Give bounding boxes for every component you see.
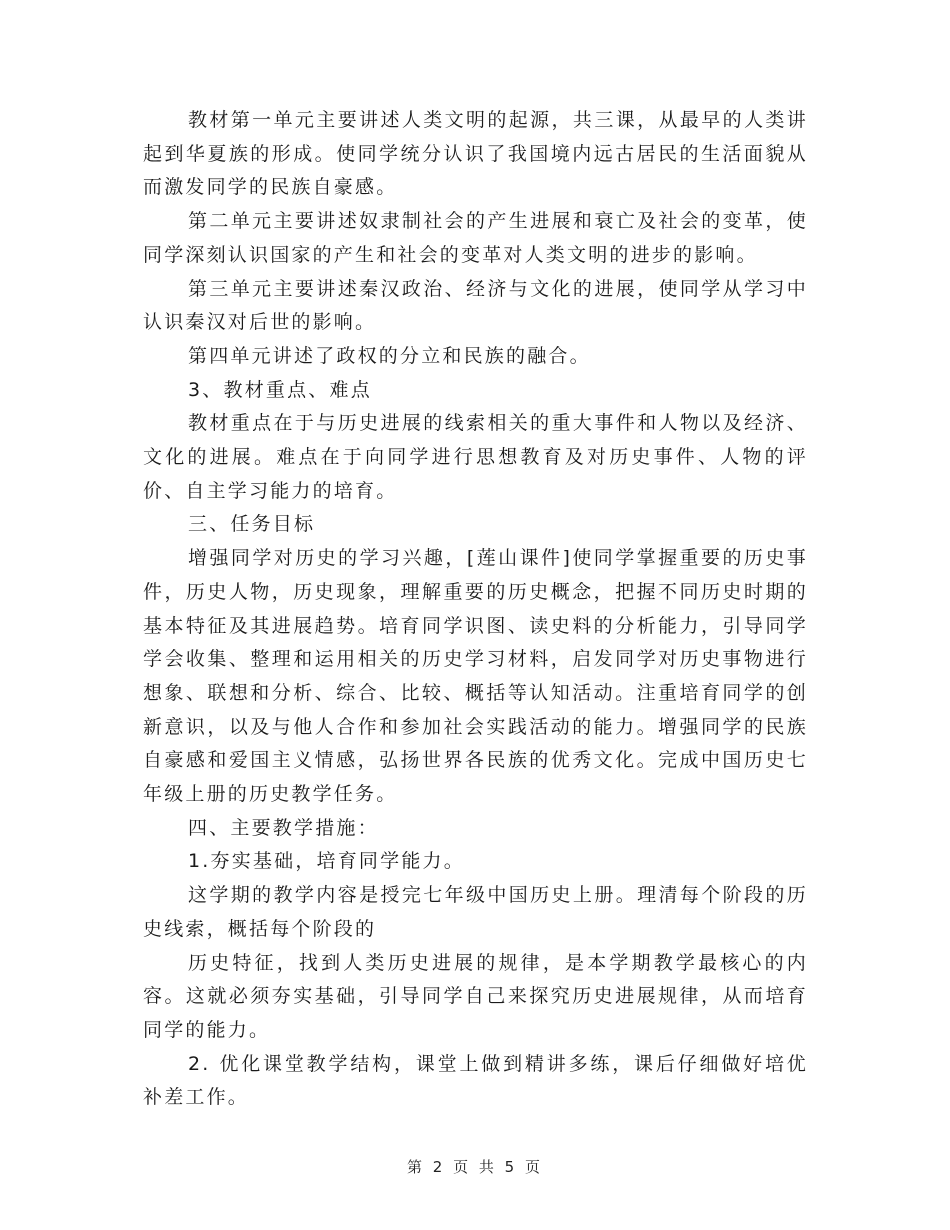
document-body <box>143 104 808 1115</box>
paragraph-optimize-classroom: 2. 优化课堂教学结构，课堂上做到精讲多练，课后仔细做好培优补差工作。 <box>143 1052 808 1109</box>
page-number-footer: 第 2 页 共 5 页 <box>407 1158 543 1176</box>
paragraph-unit-three: 第三单元主要讲述秦汉政治、经济与文化的进展，使同学从学习中认识秦汉对后世的影响。 <box>143 277 808 334</box>
paragraph-unit-four: 第四单元讲述了政权的分立和民族的融合。 <box>188 344 591 367</box>
section-heading-measures: 四、主要教学措施： <box>188 816 379 839</box>
paragraph-key-points: 教材重点在于与历史进展的线索相关的重大事件和人物以及经济、文化的进展。难点在于向同学进行思想教育及对历史事件、人物的评价、自主学习能力的培育。 <box>143 412 808 502</box>
paragraph-unit-two: 第二单元主要讲述奴隶制社会的产生进展和衰亡及社会的变革，使同学深刻认识国家的产生和社会的变革对人类文明的进步的影响。 <box>143 210 808 266</box>
subheading-foundation: 1.夯实基础，培育同学能力。 <box>188 850 465 873</box>
paragraph-unit-one: 教材第一单元主要讲述人类文明的起源，共三课，从最早的人类讲起到华夏族的形成。使同学统分认识了我国境内远古居民的生活面貌从而激发同学的民族自豪感。 <box>143 109 808 199</box>
paragraph-historical-features: 历史特征，找到人类历史进展的规律，是本学期教学最核心的内容。这就必须夯实基础，引导同学自己来探究历史进展规律，从而培育同学的能力。 <box>143 951 808 1041</box>
paragraph-semester-content: 这学期的教学内容是授完七年级中国历史上册。理清每个阶段的历史线索，概括每个阶段的 <box>143 884 808 940</box>
section-heading-key-points: 3、教材重点、难点 <box>188 378 372 401</box>
section-heading-goals: 三、任务目标 <box>188 513 316 536</box>
paragraph-goals: 增强同学对历史的学习兴趣，[莲山课件]使同学掌握重要的历史事件，历史人物，历史现象，理解重要的历史概念，把握不同历史时期的基本特征及其进展趋势。培育同学识图、读史料的分析能力，引导同学学会收集、整理和运用相关的历史学习材料，启发同学对历史事物进行想象、联想和分析、综合、比较、概括等认知活动。注重培育同学的创新意识，以及与他人合作和参加社会实践活动的能力。增强同学的民族自豪感和爱国主义情感，弘扬世界各民族的优秀文化。完成中国历史七年级上册的历史教学任务。 <box>143 547 808 806</box>
